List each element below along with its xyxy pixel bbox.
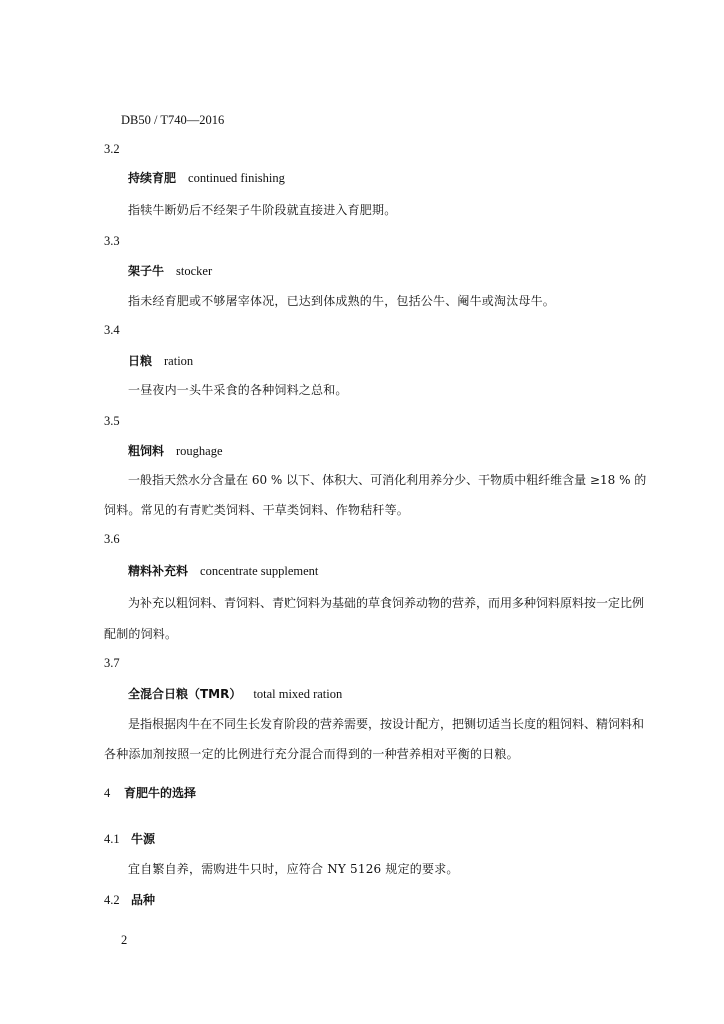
term-zh: 全混合日粮（TMR）: [128, 687, 242, 701]
paragraph-4-1: 宜自繁自养，需购进牛只时，应符合 NY 5126 规定的要求。: [128, 862, 459, 876]
page-number: 2: [121, 933, 128, 947]
clause-number-3-4: 3.4: [104, 323, 120, 337]
section-title: 品种: [131, 893, 156, 907]
definition-3-5-line-1: 一般指天然水分含量在 60 % 以下、体积大、可消化利用养分少、干物质中粗纤维含量 ≥18 % 的: [128, 473, 647, 487]
term-3-4: [128, 353, 193, 369]
term-3-5: [128, 443, 223, 459]
section-heading-4-1: [104, 831, 155, 847]
definition-3-4: 一昼夜内一头牛采食的各种饲料之总和。: [128, 383, 348, 397]
definition-3-7-line-2: 各种添加剂按照一定的比例进行充分混合而得到的一种营养相对平衡的日粮。: [104, 747, 519, 761]
term-zh: 日粮: [128, 354, 153, 368]
term-zh: 架子牛: [128, 264, 165, 278]
definition-3-2: 指犊牛断奶后不经架子牛阶段就直接进入育肥期。: [128, 203, 397, 217]
term-en: ration: [164, 354, 194, 368]
definition-3-6-line-1: 为补充以粗饲料、青饲料、青贮饲料为基础的草食饲养动物的营养，而用多种饲料原料按一定比例: [128, 596, 645, 610]
definition-3-7-line-1: 是指根据肉牛在不同生长发育阶段的营养需要，按设计配方，把铡切适当长度的粗饲料、精饲料和: [128, 717, 645, 731]
definition-3-5-line-2: 饲料。常见的有青贮类饲料、干草类饲料、作物秸秆等。: [104, 503, 410, 517]
section-number: 4.1: [104, 832, 120, 846]
term-3-6: [128, 563, 318, 579]
term-3-7: [128, 686, 342, 702]
clause-number-3-6: 3.6: [104, 532, 120, 546]
clause-number-3-3: 3.3: [104, 234, 120, 248]
section-number: 4.2: [104, 893, 120, 907]
term-zh: 粗饲料: [128, 444, 165, 458]
section-number: 4: [104, 786, 111, 800]
definition-3-6-line-2: 配制的饲料。: [104, 627, 178, 641]
term-zh: 精料补充料: [128, 564, 189, 578]
section-heading-4: [104, 785, 196, 801]
term-en: stocker: [176, 264, 213, 278]
term-zh: 持续育肥: [128, 171, 177, 185]
term-en: roughage: [176, 444, 223, 458]
term-3-3: [128, 263, 212, 279]
clause-number-3-5: 3.5: [104, 414, 120, 428]
section-title: 牛源: [131, 832, 156, 846]
definition-3-3: 指未经育肥或不够屠宰体况，已达到体成熟的牛，包括公牛、阉牛或淘汰母牛。: [128, 294, 556, 308]
standard-code-header: DB50 / T740—2016: [121, 113, 225, 127]
term-en: concentrate supplement: [200, 564, 319, 578]
term-en: continued finishing: [188, 171, 285, 185]
term-en: total mixed ration: [253, 687, 343, 701]
clause-number-3-7: 3.7: [104, 656, 120, 670]
clause-number-3-2: 3.2: [104, 142, 120, 156]
term-3-2: [128, 170, 285, 186]
section-heading-4-2: [104, 892, 155, 908]
section-title: 育肥牛的选择: [124, 786, 197, 800]
